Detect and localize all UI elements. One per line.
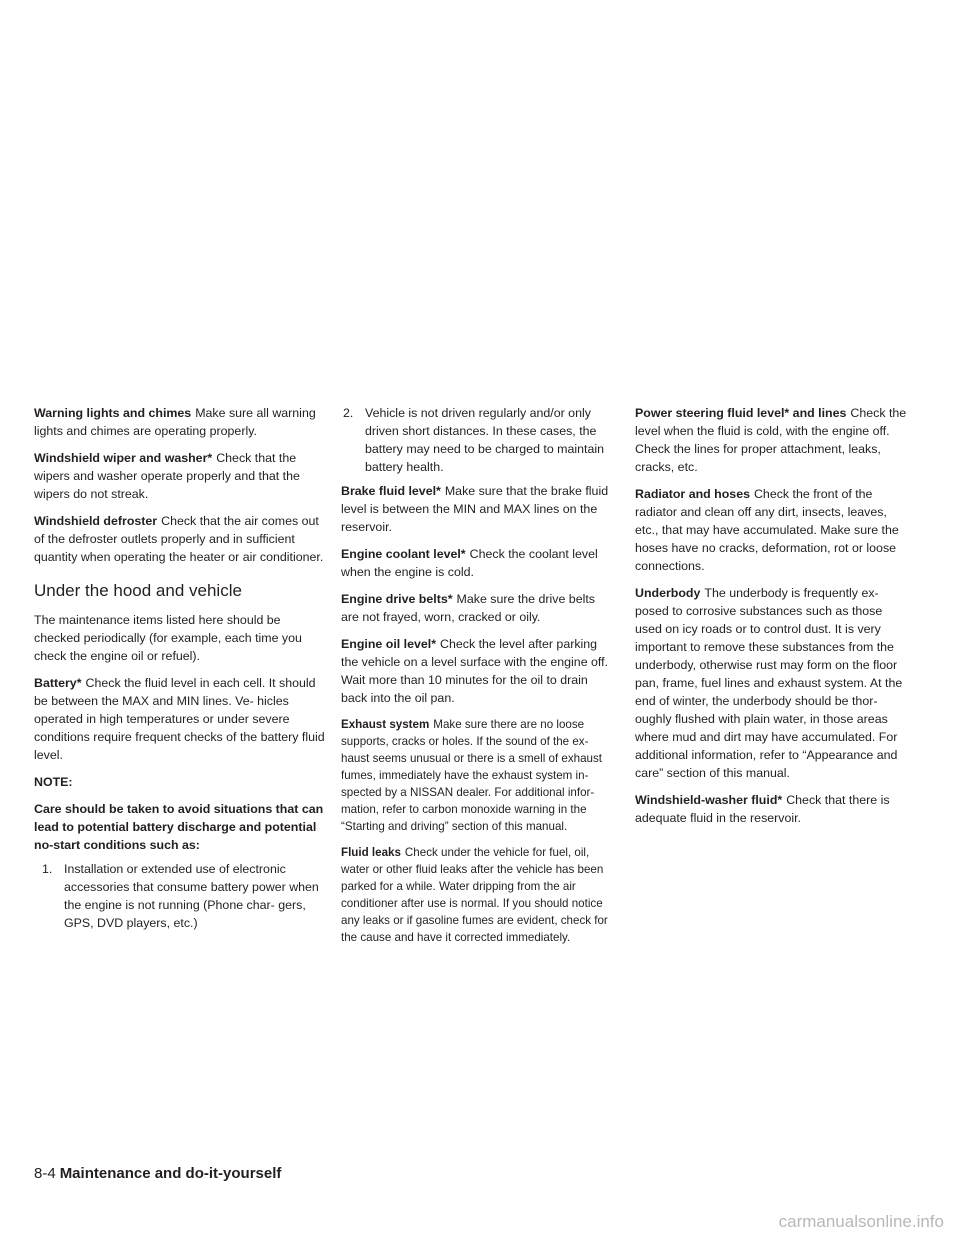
battery-heading: Battery*	[34, 676, 82, 690]
radiator-text: Check the front of the radiator and clean off any dirt, insects, leaves, etc., that may have accumulated. Make sure the hoses have no cracks, deformation, rot or loose connections.	[635, 487, 899, 573]
exhaust-paragraph	[341, 716, 613, 835]
note-body: Care should be taken to avoid situations that can lead to potential battery discharge and potential no-start conditions such as:	[34, 802, 324, 852]
underbody-paragraph	[635, 584, 907, 782]
underbody-heading: Underbody	[635, 586, 701, 600]
note-list	[34, 860, 326, 932]
section-title: Under the hood and vehicle	[34, 581, 242, 600]
exhaust-heading: Exhaust system	[341, 718, 430, 731]
belts-heading: Engine drive belts*	[341, 592, 453, 606]
warning-lights-text: Make sure all warning lights and chimes are operating properly.	[34, 406, 316, 438]
note-list-continued	[341, 404, 613, 476]
washer-heading: Windshield-washer fluid*	[635, 793, 783, 807]
note-label: NOTE:	[34, 775, 73, 789]
list-item-text: Installation or extended use of electronic accessories that consume battery power when the engine is not running (Phone char- gers, GPS, DVD players, etc.)	[64, 862, 319, 930]
brake-paragraph	[341, 482, 613, 536]
leaks-text: Check under the vehicle for fuel, oil, water or other fluid leaks after the vehicle has been parked for a while. Water dripping from the air conditioner after use is normal. If you should notice any leaks or if gasoline fumes are evident, check for the cause and have it corrected immediately.	[341, 846, 608, 944]
column-2	[341, 404, 613, 955]
warning-lights-paragraph	[34, 404, 326, 440]
battery-text: Check the fluid level in each cell. It should be between the MAX and MIN lines. Ve- hicles operated in high temperatures or under severe conditions require frequent checks of the battery fluid level.	[34, 676, 325, 762]
radiator-paragraph	[635, 485, 907, 575]
belts-text: Make sure the drive belts are not frayed, worn, cracked or oily.	[341, 592, 595, 624]
radiator-heading: Radiator and hoses	[635, 487, 750, 501]
column-3	[635, 404, 907, 836]
oil-heading: Engine oil level*	[341, 637, 437, 651]
brake-text: Make sure that the brake fluid level is between the MIN and MAX lines on the reservoir.	[341, 484, 609, 534]
leaks-heading: Fluid leaks	[341, 846, 401, 859]
wiper-paragraph	[34, 449, 326, 503]
steering-paragraph	[635, 404, 907, 476]
wiper-heading: Windshield wiper and washer*	[34, 451, 213, 465]
list-item-text: Vehicle is not driven regularly and/or only driven short distances. In these cases, the battery may need to be charged to maintain battery health.	[365, 406, 605, 474]
washer-paragraph	[635, 791, 907, 827]
coolant-paragraph	[341, 545, 613, 581]
washer-text: Check that there is adequate fluid in the reservoir.	[635, 793, 890, 825]
list-item-number: 1.	[42, 862, 53, 876]
oil-paragraph	[341, 635, 613, 707]
coolant-text: Check the coolant level when the engine is cold.	[341, 547, 598, 579]
list-item	[34, 860, 326, 932]
defroster-paragraph	[34, 512, 326, 566]
section-intro: The maintenance items listed here should be checked periodically (for example, each time you check the engine oil or refuel).	[34, 613, 302, 663]
underbody-text: The underbody is frequently ex- posed to corrosive substances such as those used on icy roads or to control dust. It is very important to remove these substances from the underbody, otherwise rust may form on the floor pan, frame, fuel lines and exhaust system. At the end of winter, the underbody should be thor- oughly flushed with plain water, in those areas where mud and dirt may have accumulated. For additional information, refer to “Appearance and care” section of this manual.	[635, 586, 903, 780]
page-number: 8-4	[34, 1165, 56, 1182]
exhaust-text: Make sure there are no loose supports, cracks or holes. If the sound of the ex- haust seems unusual or there is a smell of exhaust fumes, immediately have the exhaust system in- spected by a NISSAN dealer. For additional infor- mation, refer to carbon monoxide warning in the “Starting and driving” section of this manual.	[341, 718, 602, 833]
column-1	[34, 404, 326, 938]
warning-lights-heading: Warning lights and chimes	[34, 406, 192, 420]
leaks-paragraph	[341, 844, 613, 946]
wiper-text: Check that the wipers and washer operate properly and that the wipers do not streak.	[34, 451, 300, 501]
defroster-text: Check that the air comes out of the defroster outlets properly and in sufficient quantity when operating the heater or air conditioner.	[34, 514, 324, 564]
coolant-heading: Engine coolant level*	[341, 547, 466, 561]
brake-heading: Brake fluid level*	[341, 484, 441, 498]
steering-heading: Power steering fluid level* and lines	[635, 406, 847, 420]
oil-text: Check the level after parking the vehicle on a level surface with the engine off. Wait more than 10 minutes for the oil to drain back into the oil pan.	[341, 637, 609, 705]
watermark: carmanualsonline.info	[778, 1212, 944, 1231]
list-item-number: 2.	[343, 406, 354, 420]
list-item	[341, 404, 613, 476]
battery-paragraph	[34, 674, 326, 764]
steering-text: Check the level when the fluid is cold, with the engine off. Check the lines for proper attachment, leaks, cracks, etc.	[635, 406, 907, 474]
defroster-heading: Windshield defroster	[34, 514, 158, 528]
page-footer	[34, 1164, 281, 1184]
belts-paragraph	[341, 590, 613, 626]
footer-title: Maintenance and do-it-yourself	[59, 1165, 282, 1182]
